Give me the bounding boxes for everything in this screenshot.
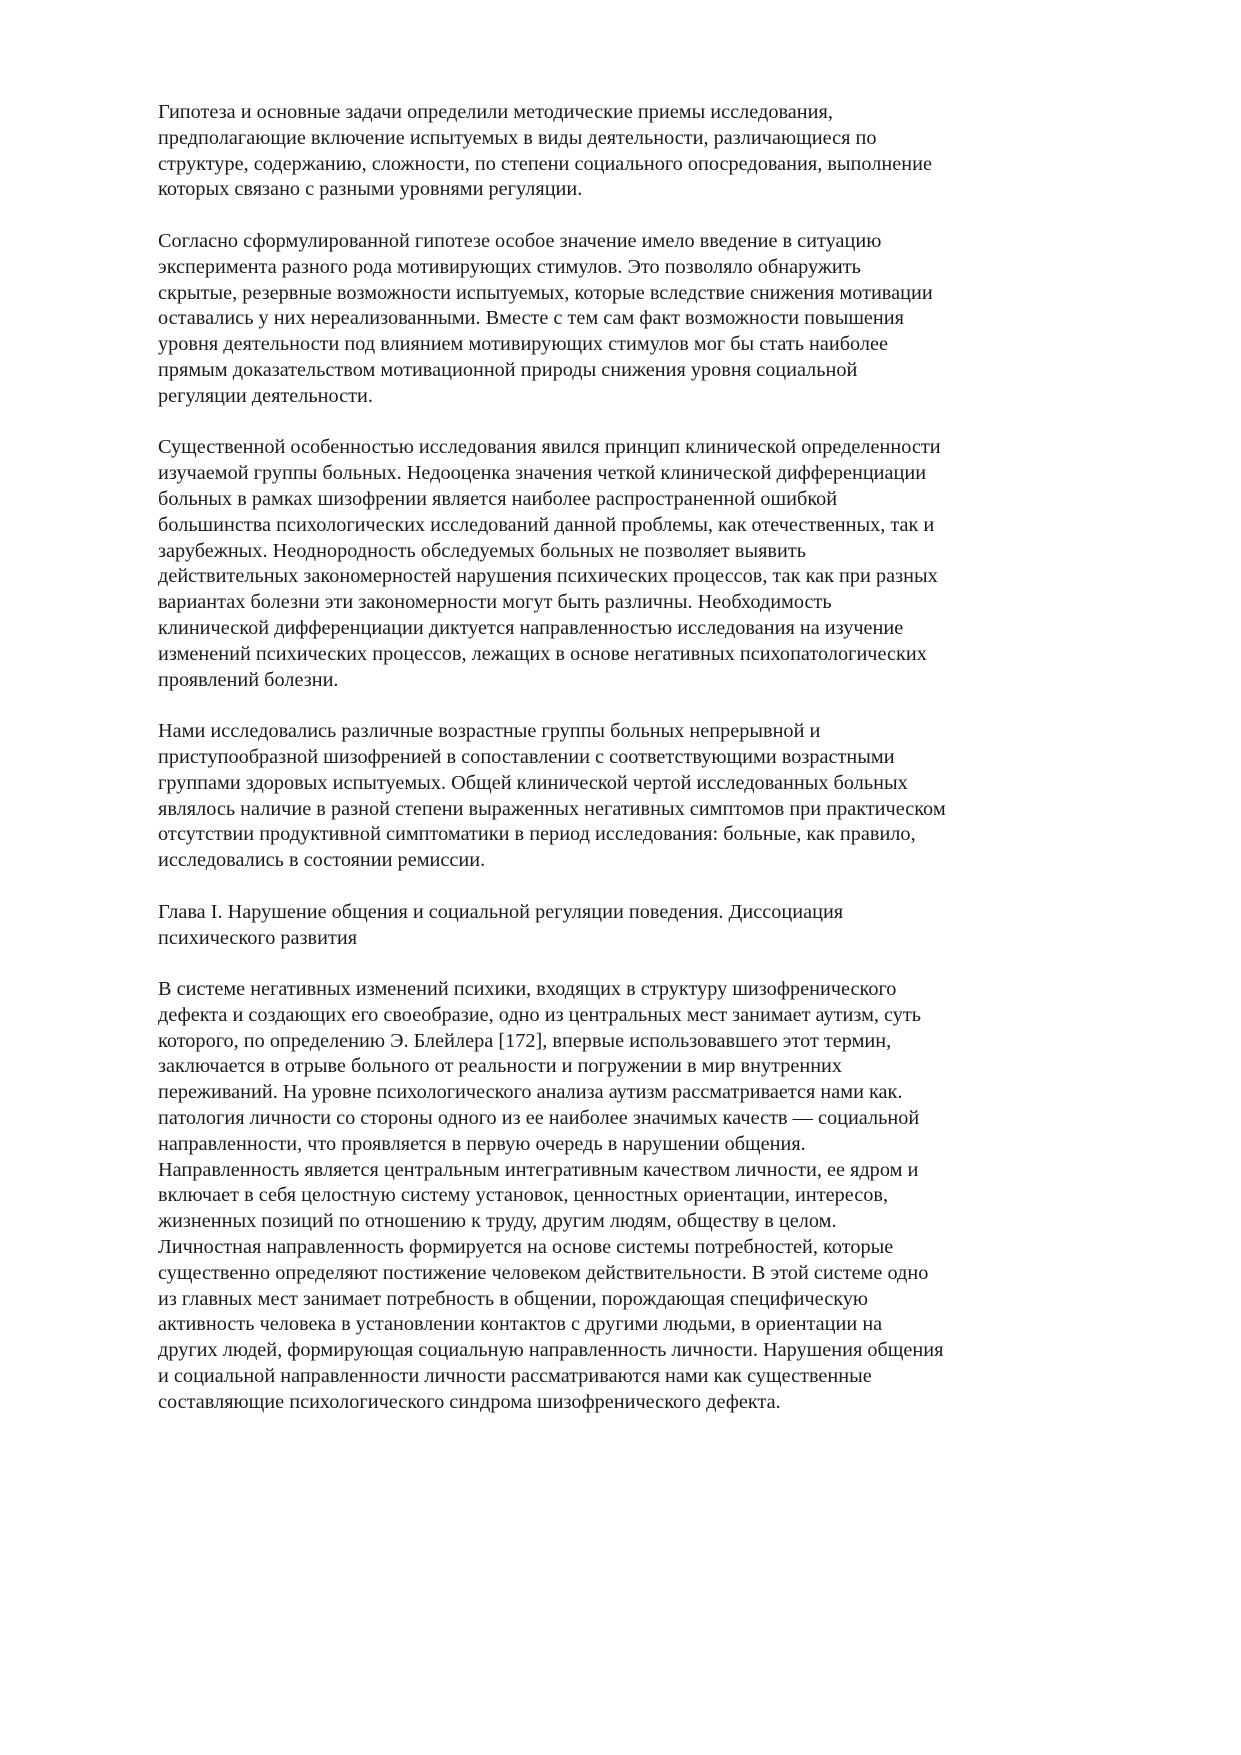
text-line: дефекта и создающих его своеобразие, одно из центральных мест занимает аутизм, суть <box>158 1003 922 1026</box>
text-line: которых связано с разными уровнями регуляции. <box>158 178 583 201</box>
text-line: патология личности со стороны одного из ее наиболее значимых качеств — социальной <box>158 1107 920 1130</box>
body-text <box>158 100 1038 1416</box>
text-line: Согласно сформулированной гипотезе особое значение имело введение в ситуацию <box>158 229 882 252</box>
text-line: больных в рамках шизофрении является наиболее распространенной ошибкой <box>158 487 838 510</box>
text-line: клинической дифференциации диктуется направленностью исследования на изучение <box>158 616 904 639</box>
text-line: исследовались в состоянии ремиссии. <box>158 849 486 872</box>
text-line: жизненных позиций по отношению к труду, другим людям, обществу в целом. <box>158 1210 837 1233</box>
text-line: Существенной особенностью исследования явился принцип клинической определенности <box>158 436 941 459</box>
text-line: действительных закономерностей нарушения психических процессов, так как при разных <box>158 565 938 588</box>
text-line: изменений психических процессов, лежащих в основе негативных психопатологических <box>158 642 927 665</box>
text-line: являлось наличие в разной степени выраженных негативных симптомов при практическом <box>158 797 946 820</box>
text-line: В системе негативных изменений психики, входящих в структуру шизофренического <box>158 978 897 1001</box>
text-line: приступообразной шизофренией в сопоставлении с соответствующими возрастными <box>158 745 895 768</box>
text-line: активность человека в установлении контактов с другими людьми, в ориентации на <box>158 1313 883 1336</box>
text-line: эксперимента разного рода мотивирующих стимулов. Это позволяло обнаружить <box>158 255 861 278</box>
text-line: включает в себя целостную систему установок, ценностных ориентации, интересов, <box>158 1184 889 1207</box>
text-line: из главных мест занимает потребность в общении, порождающая специфическую <box>158 1287 869 1310</box>
paragraph-hypothesis <box>158 100 1038 203</box>
text-line: зарубежных. Неоднородность обследуемых больных не позволяет выявить <box>158 539 806 562</box>
text-line: Личностная направленность формируется на основе системы потребностей, которые <box>158 1236 894 1259</box>
text-line: вариантах болезни эти закономерности могут быть различны. Необходимость <box>158 591 832 614</box>
chapter-heading <box>158 900 1038 952</box>
paragraph-age-groups <box>158 719 1038 874</box>
text-line: и социальной направленности личности рассматриваются нами как существенные <box>158 1365 872 1388</box>
paragraph-autism <box>158 977 1038 1416</box>
text-line: оставались у них нереализованными. Вместе с тем сам факт возможности повышения <box>158 307 904 330</box>
text-line: существенно определяют постижение человеком действительности. В этой системе одно <box>158 1261 929 1284</box>
text-line: психического развития <box>158 926 358 949</box>
paragraph-motivation <box>158 229 1038 410</box>
paragraph-clinical-definiteness <box>158 435 1038 693</box>
text-line: группами здоровых испытуемых. Общей клинической чертой исследованных больных <box>158 771 908 794</box>
text-line: Нами исследовались различные возрастные группы больных непрерывной и <box>158 720 821 743</box>
text-line: скрытые, резервные возможности испытуемых, которые вследствие снижения мотивации <box>158 281 933 304</box>
text-line: Направленность является центральным интегративным качеством личности, ее ядром и <box>158 1158 919 1181</box>
text-line: изучаемой группы больных. Недооценка значения четкой клинической дифференциации <box>158 462 927 485</box>
text-line: проявлений болезни. <box>158 668 339 691</box>
text-line: отсутствии продуктивной симптоматики в период исследования: больные, как правило, <box>158 823 916 846</box>
text-line: которого, по определению Э. Блейлера [172], впервые использовавшего этот термин, <box>158 1029 892 1052</box>
text-line: составляющие психологического синдрома шизофренического дефекта. <box>158 1390 781 1413</box>
text-line: Гипотеза и основные задачи определили методические приемы исследования, <box>158 101 833 123</box>
text-line: других людей, формирующая социальную направленность личности. Нарушения общения <box>158 1339 944 1362</box>
text-line: Глава I. Нарушение общения и социальной регуляции поведения. Диссоциация <box>158 900 844 923</box>
text-line: направленности, что проявляется в первую очередь в нарушении общения. <box>158 1132 806 1155</box>
text-line: предполагающие включение испытуемых в виды деятельности, различающиеся по <box>158 126 877 149</box>
text-line: большинства психологических исследований данной проблемы, как отечественных, так и <box>158 513 935 536</box>
text-line: регуляции деятельности. <box>158 384 373 407</box>
text-line: структуре, содержанию, сложности, по степени социального опосредования, выполнение <box>158 152 932 175</box>
text-line: заключается в отрыве больного от реальности и погружении в мир внутренних <box>158 1055 843 1078</box>
text-line: переживаний. На уровне психологического анализа аутизм рассматривается нами как. <box>158 1081 903 1104</box>
text-line: уровня деятельности под влиянием мотивирующих стимулов мог бы стать наиболее <box>158 333 889 356</box>
text-line: прямым доказательством мотивационной природы снижения уровня социальной <box>158 358 858 381</box>
